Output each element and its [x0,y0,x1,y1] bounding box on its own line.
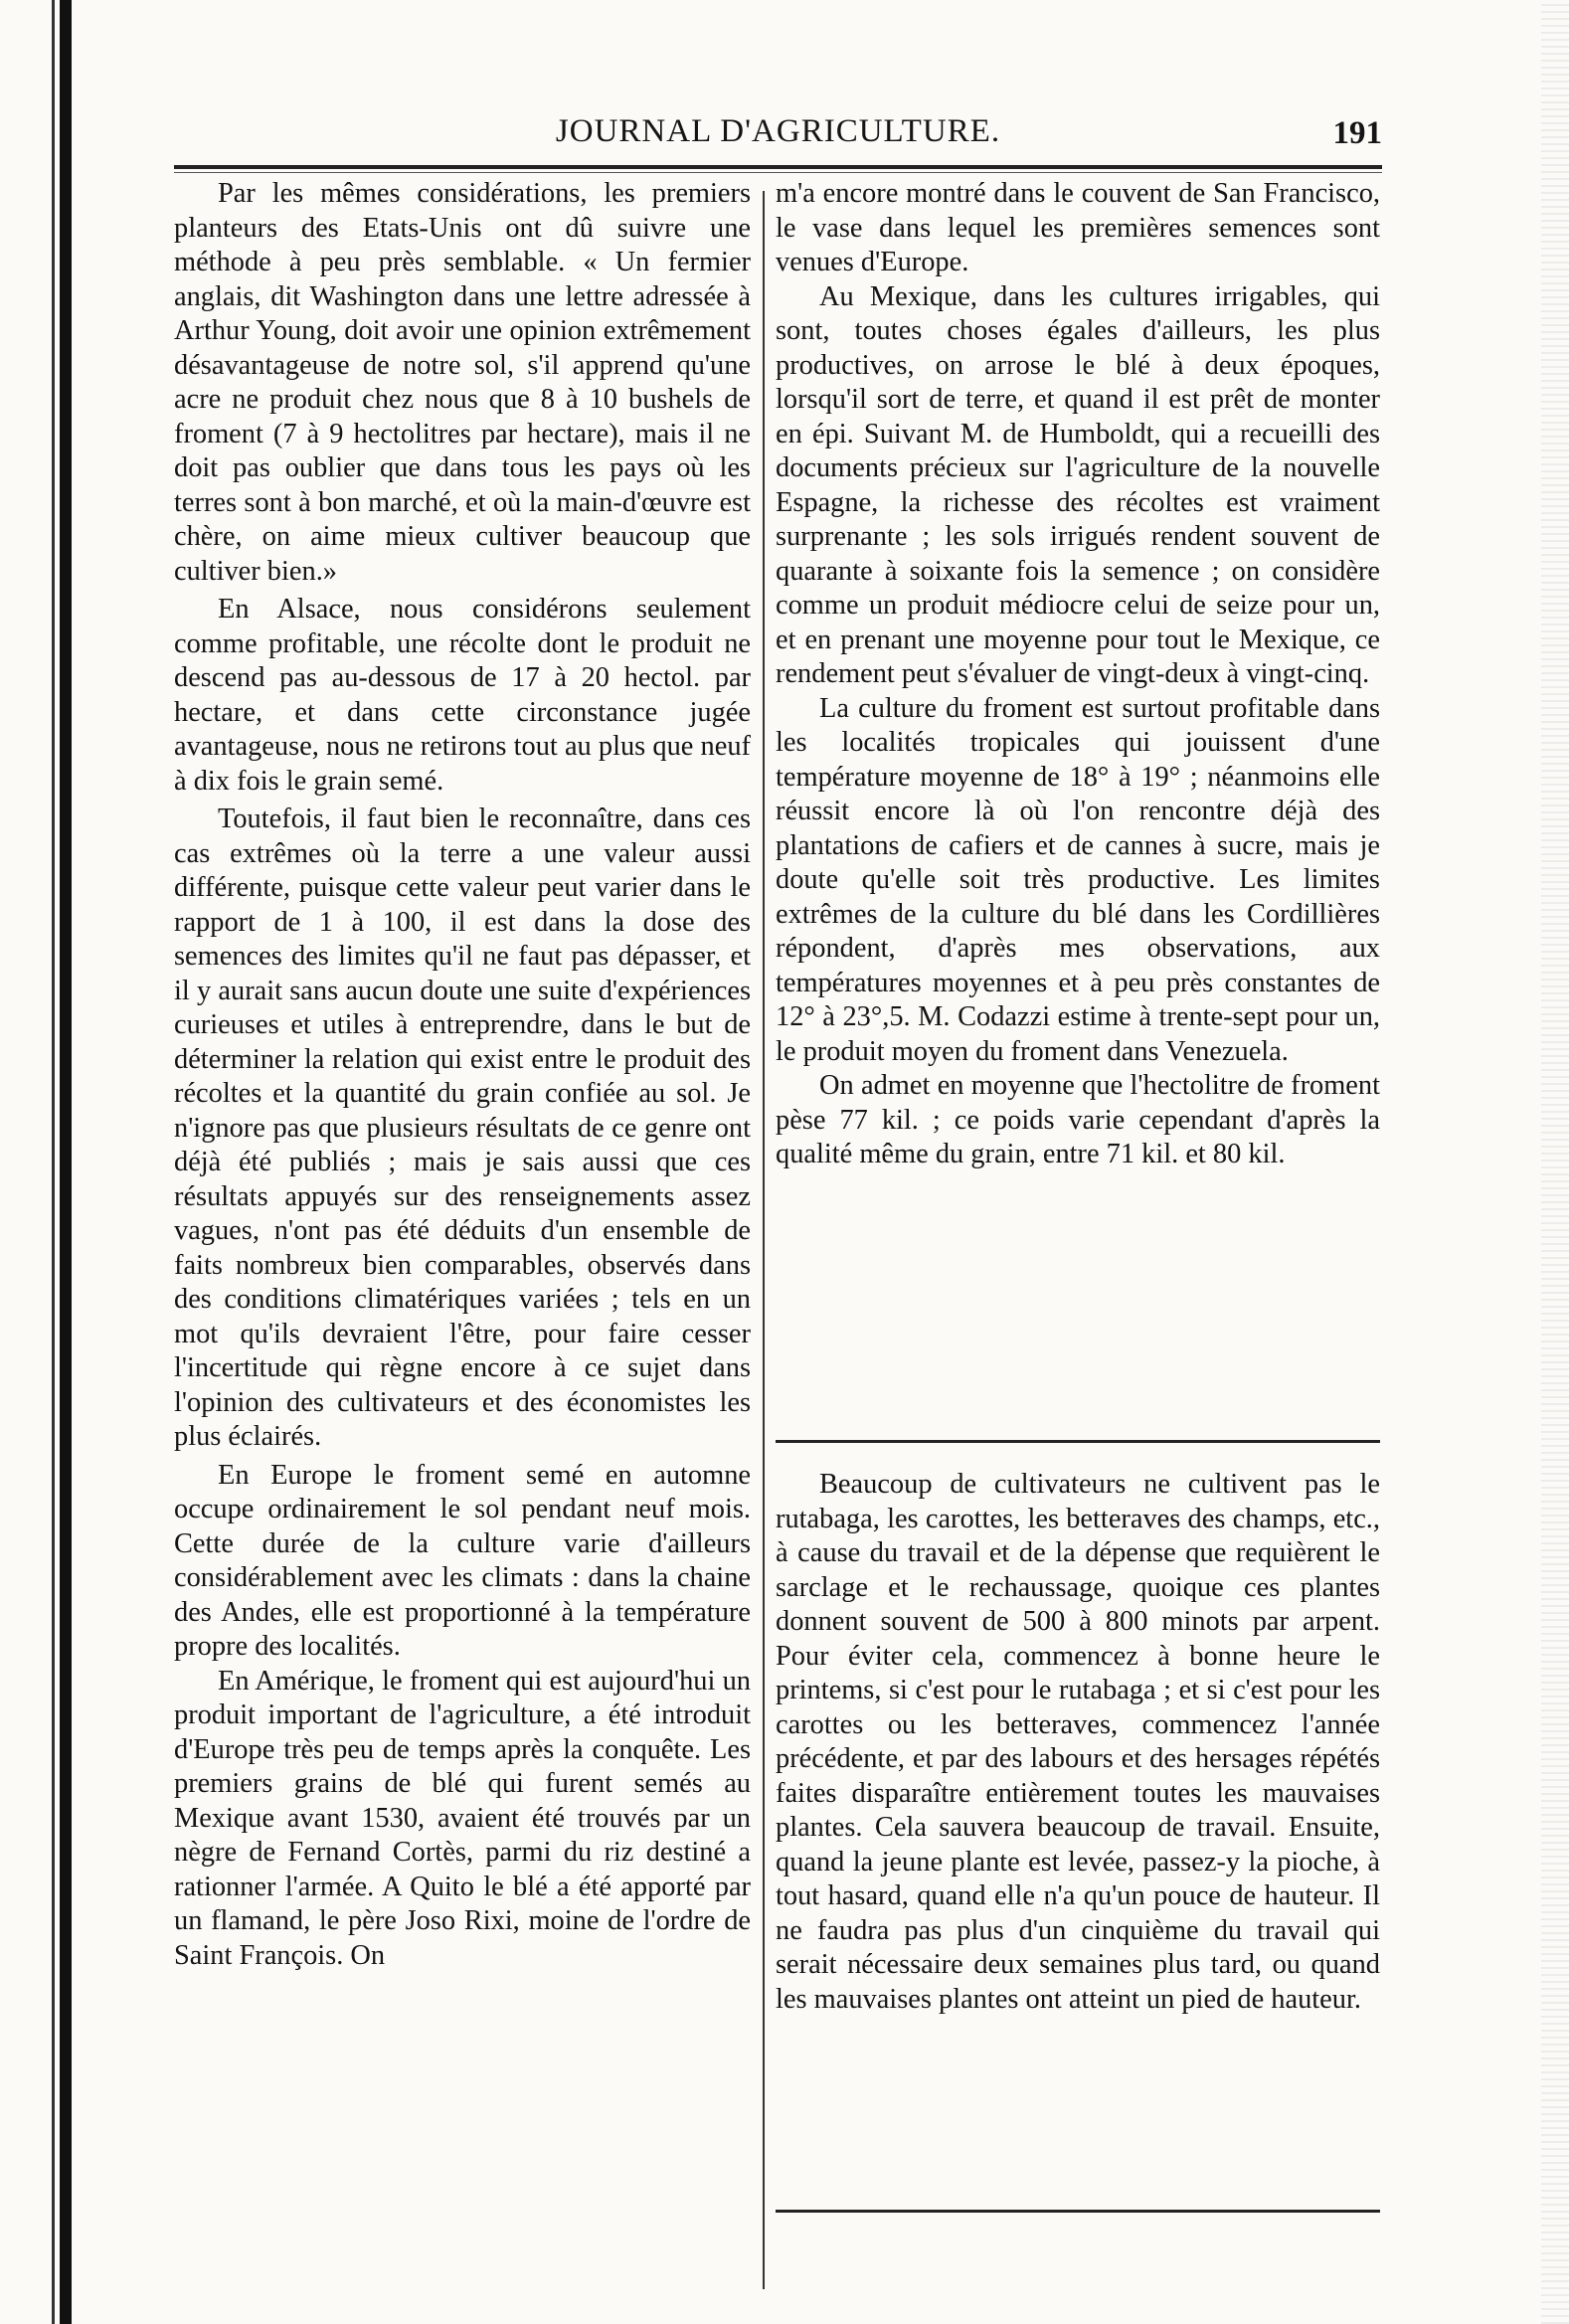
left-column [174,177,751,1973]
paragraph: On admet en moyenne que l'hectolitre de froment pèse 77 kil. ; ce poids varie cependant d'après la qualité même du grain, entre 71 kil. et 80 kil. [776,1070,1380,1169]
header-rule [174,165,1382,169]
paragraph: m'a encore montré dans le couvent de San Francisco, le vase dans lequel les premières semences sont venues d'Europe. [776,178,1380,277]
right-column [776,177,1380,1172]
column-divider [763,191,765,2289]
paragraph: En Europe le froment semé en automne occupe ordinairement le sol pendant neuf mois. Cette durée de la culture varie d'ailleurs considérablement avec les climats : dans la chaine des Andes, elle est proportionné à la température propre des localités. [174,1459,751,1662]
paragraph: En Alsace, nous considérons seulement comme profitable, une récolte dont le produit ne descend pas au-dessous de 17 à 20 hectol. par hectare, et dans cette circonstance jugée avantageuse, nous ne retirons tout au plus que neuf à dix fois le grain semé. [174,594,751,797]
binding-shadow [52,0,55,2324]
page-edge-noise [1541,0,1569,2324]
page-number: 191 [1332,115,1382,151]
paragraph: Beaucoup de cultivateurs ne cultivent pas le rutabaga, les carottes, les betteraves des champs, etc., à cause du travail et de la dépense que requièrent le sarclage et le rechaussage, quoique ces plantes donnent souvent de 500 à 800 minots par arpent. Pour éviter cela, commencez à bonne heure le printems, si c'est pour le rutabaga ; et si c'est pour les carottes ou les betteraves, commencez l'année précédente, et par des labours et des hersages répétés faites disparaître entièrement toutes les mauvaises plantes. Cela sauvera beaucoup de travail. Ensuite, quand la jeune plante est levée, passez-y la pioche, à tout hasard, quand elle n'a qu'un pouce de hauteur. Il ne faudra pas plus d'un cinquième du travail qui serait nécessaire deux semaines plus tard, ou quand les mauvaises plantes ont atteint un pied de hauteur. [776,1469,1380,2015]
running-title: JOURNAL D'AGRICULTURE. [555,113,1001,149]
header-rule-thin [174,172,1382,173]
section-rule [776,1440,1380,1443]
bottom-rule [776,2210,1380,2213]
second-article [776,1468,1380,2017]
paragraph: Toutefois, il faut bien le reconnaître, dans ces cas extrêmes où la terre a une valeur aussi différente, puisque cette valeur peut varier dans le rapport de 1 à 100, il est dans la dose des semences des limites qu'il ne faut pas dépasser, et il y aurait sans aucun doute une suite d'expériences curieuses et utiles à entreprendre, dans le but de déterminer la relation qui exist entre le produit des récoltes et la quantité du grain confiée au sol. Je n'ignore pas que plusieurs résultats de ce genre ont déjà été publiés ; mais je sais aussi que ces résultats appuyés sur des renseignements assez vagues, n'ont pas été déduits d'un ensemble de faits nombreux bien comparables, observés dans des conditions climatériques variées ; tels en un mot qu'ils devraient l'être, pour faire cesser l'incertitude qui règne encore à ce sujet dans l'opinion des cultivateurs et des économistes les plus éclairés. [174,804,751,1452]
paragraph: En Amérique, le froment qui est aujourd'hui un produit important de l'agriculture, a été introduit d'Europe très peu de temps après la conquête. Les premiers grains de blé qui furent semés au Mexique avant 1530, avaient été trouvés par un nègre de Fernand Cortès, parmi du riz destiné a rationner l'armée. A Quito le blé a été apporté par un flamand, le père Joso Rixi, moine de l'ordre de Saint François. On [174,1665,751,1971]
paragraph: La culture du froment est surtout profitable dans les localités tropicales qui jouissent d'une température moyenne de 18° à 19° ; néanmoins elle réussit encore là où l'on rencontre déjà des plantations de cafiers et de cannes à sucre, mais je doute qu'elle soit très productive. Les limites extrêmes de la culture du blé dans les Cordillières répondent, d'après mes observations, aux températures moyennes et à peu près constantes de 12° à 23°,5. M. Codazzi estime à trente-sept pour un, le produit moyen du froment dans Venezuela. [776,692,1380,1067]
paragraph: Au Mexique, dans les cultures irrigables, qui sont, toutes choses égales d'ailleurs, les plus productives, on arrose le blé à deux époques, lorsqu'il sort de terre, et quand il est prêt de monter en épi. Suivant M. de Humboldt, qui a recueilli des documents précieux sur l'agriculture de la nouvelle Espagne, la richesse des récoltes est vraiment surprenante ; les sols irrigués rendent souvent de quarante à soixante fois la semence ; on considère comme un produit médiocre celui de seize pour un, et en prenant une moyenne pour tout le Mexique, ce rendement peut s'évaluer de vingt-deux à vingt-cinq. [776,280,1380,689]
page-header [174,107,1382,157]
paragraph: Par les mêmes considérations, les premiers planteurs des Etats-Unis ont dû suivre une méthode à peu près semblable. « Un fermier anglais, dit Washington dans une lettre adressée à Arthur Young, doit avoir une opinion extrêmement désavantageuse de notre sol, s'il apprend qu'une acre ne produit chez nous que 8 à 10 bushels de froment (7 à 9 hectolitres par hectare), mais il ne doit pas oublier que dans tous les pays où les terres sont à bon marché, et où la main-d'œuvre est chère, on aime mieux cultiver beaucoup que cultiver bien.» [174,178,751,587]
binding-edge [60,0,72,2324]
